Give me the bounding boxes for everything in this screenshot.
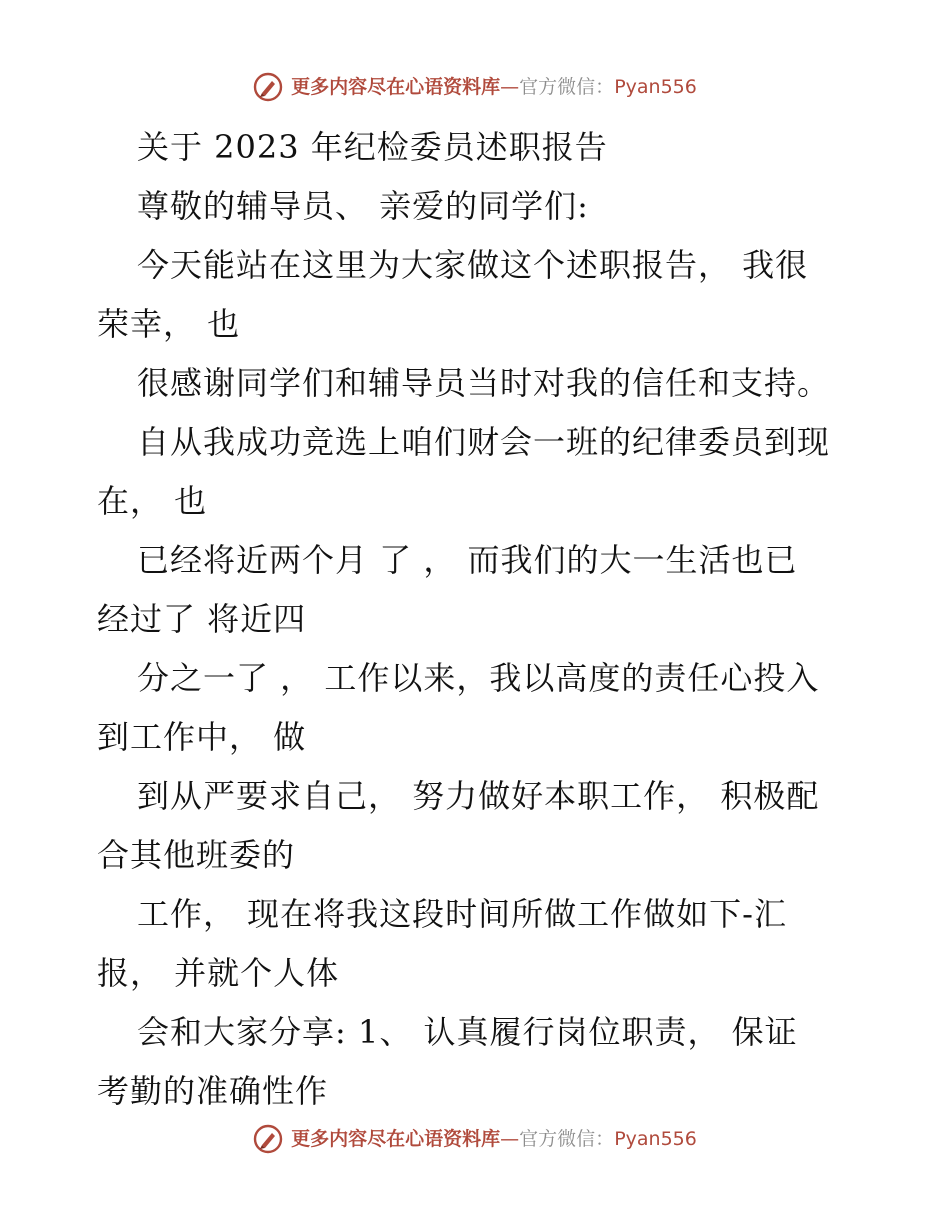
text-line: 工作， 现在将我这段时间所做工作做如下-汇 xyxy=(137,895,787,933)
watermark-wechat-label: 官方微信： xyxy=(519,76,615,98)
watermark-brand: 更多内容尽在心语资料库 xyxy=(291,1128,501,1150)
pen-nib-logo-icon xyxy=(253,1124,283,1154)
watermark-wechat-label: 官方微信： xyxy=(519,1128,615,1150)
text-line: 已经将近两个月 了 ， 而我们的大一生活也已 xyxy=(137,541,798,579)
text-line: 今天能站在这里为大家做这个述职报告， 我很 xyxy=(137,246,809,284)
text-line: 到从严要求自己， 努力做好本职工作， 积极配 xyxy=(137,777,820,815)
text-line: 到工作中， 做 xyxy=(97,718,307,756)
watermark-dash: — xyxy=(500,1128,520,1150)
header-watermark xyxy=(0,72,950,102)
watermark-dash: — xyxy=(500,76,520,98)
text-line: 合其他班委的 xyxy=(97,836,296,874)
salutation-line: 尊敬的辅导员、 亲爱的同学们: xyxy=(137,187,589,225)
text-line: 报， 并就个人体 xyxy=(97,954,340,992)
watermark-text xyxy=(291,1124,697,1154)
text-line: 经过了 将近四 xyxy=(97,600,307,638)
text-line: 会和大家分享: 1、 认真履行岗位职责， 保证 xyxy=(137,1013,798,1051)
text-line: 考勤的准确性作 xyxy=(97,1072,329,1110)
footer-watermark xyxy=(0,1124,950,1154)
pen-nib-logo-icon xyxy=(253,72,283,102)
text-line: 自从我成功竞选上咱们财会一班的纪律委员到现 xyxy=(137,423,831,461)
watermark-wechat-id: Pyan556 xyxy=(614,1128,697,1150)
watermark-brand: 更多内容尽在心语资料库 xyxy=(291,76,501,98)
text-line: 很感谢同学们和辅导员当时对我的信任和支持。 xyxy=(137,364,831,402)
text-line: 分之一了 ， 工作以来，我以高度的责任心投入 xyxy=(137,659,820,697)
text-line: 在， 也 xyxy=(97,482,208,520)
watermark-text xyxy=(291,72,697,102)
watermark-wechat-id: Pyan556 xyxy=(614,76,697,98)
text-line: 荣幸， 也 xyxy=(97,305,241,343)
document-title: 关于 2023 年纪检委员述职报告 xyxy=(137,128,608,166)
document-body xyxy=(97,118,867,1121)
